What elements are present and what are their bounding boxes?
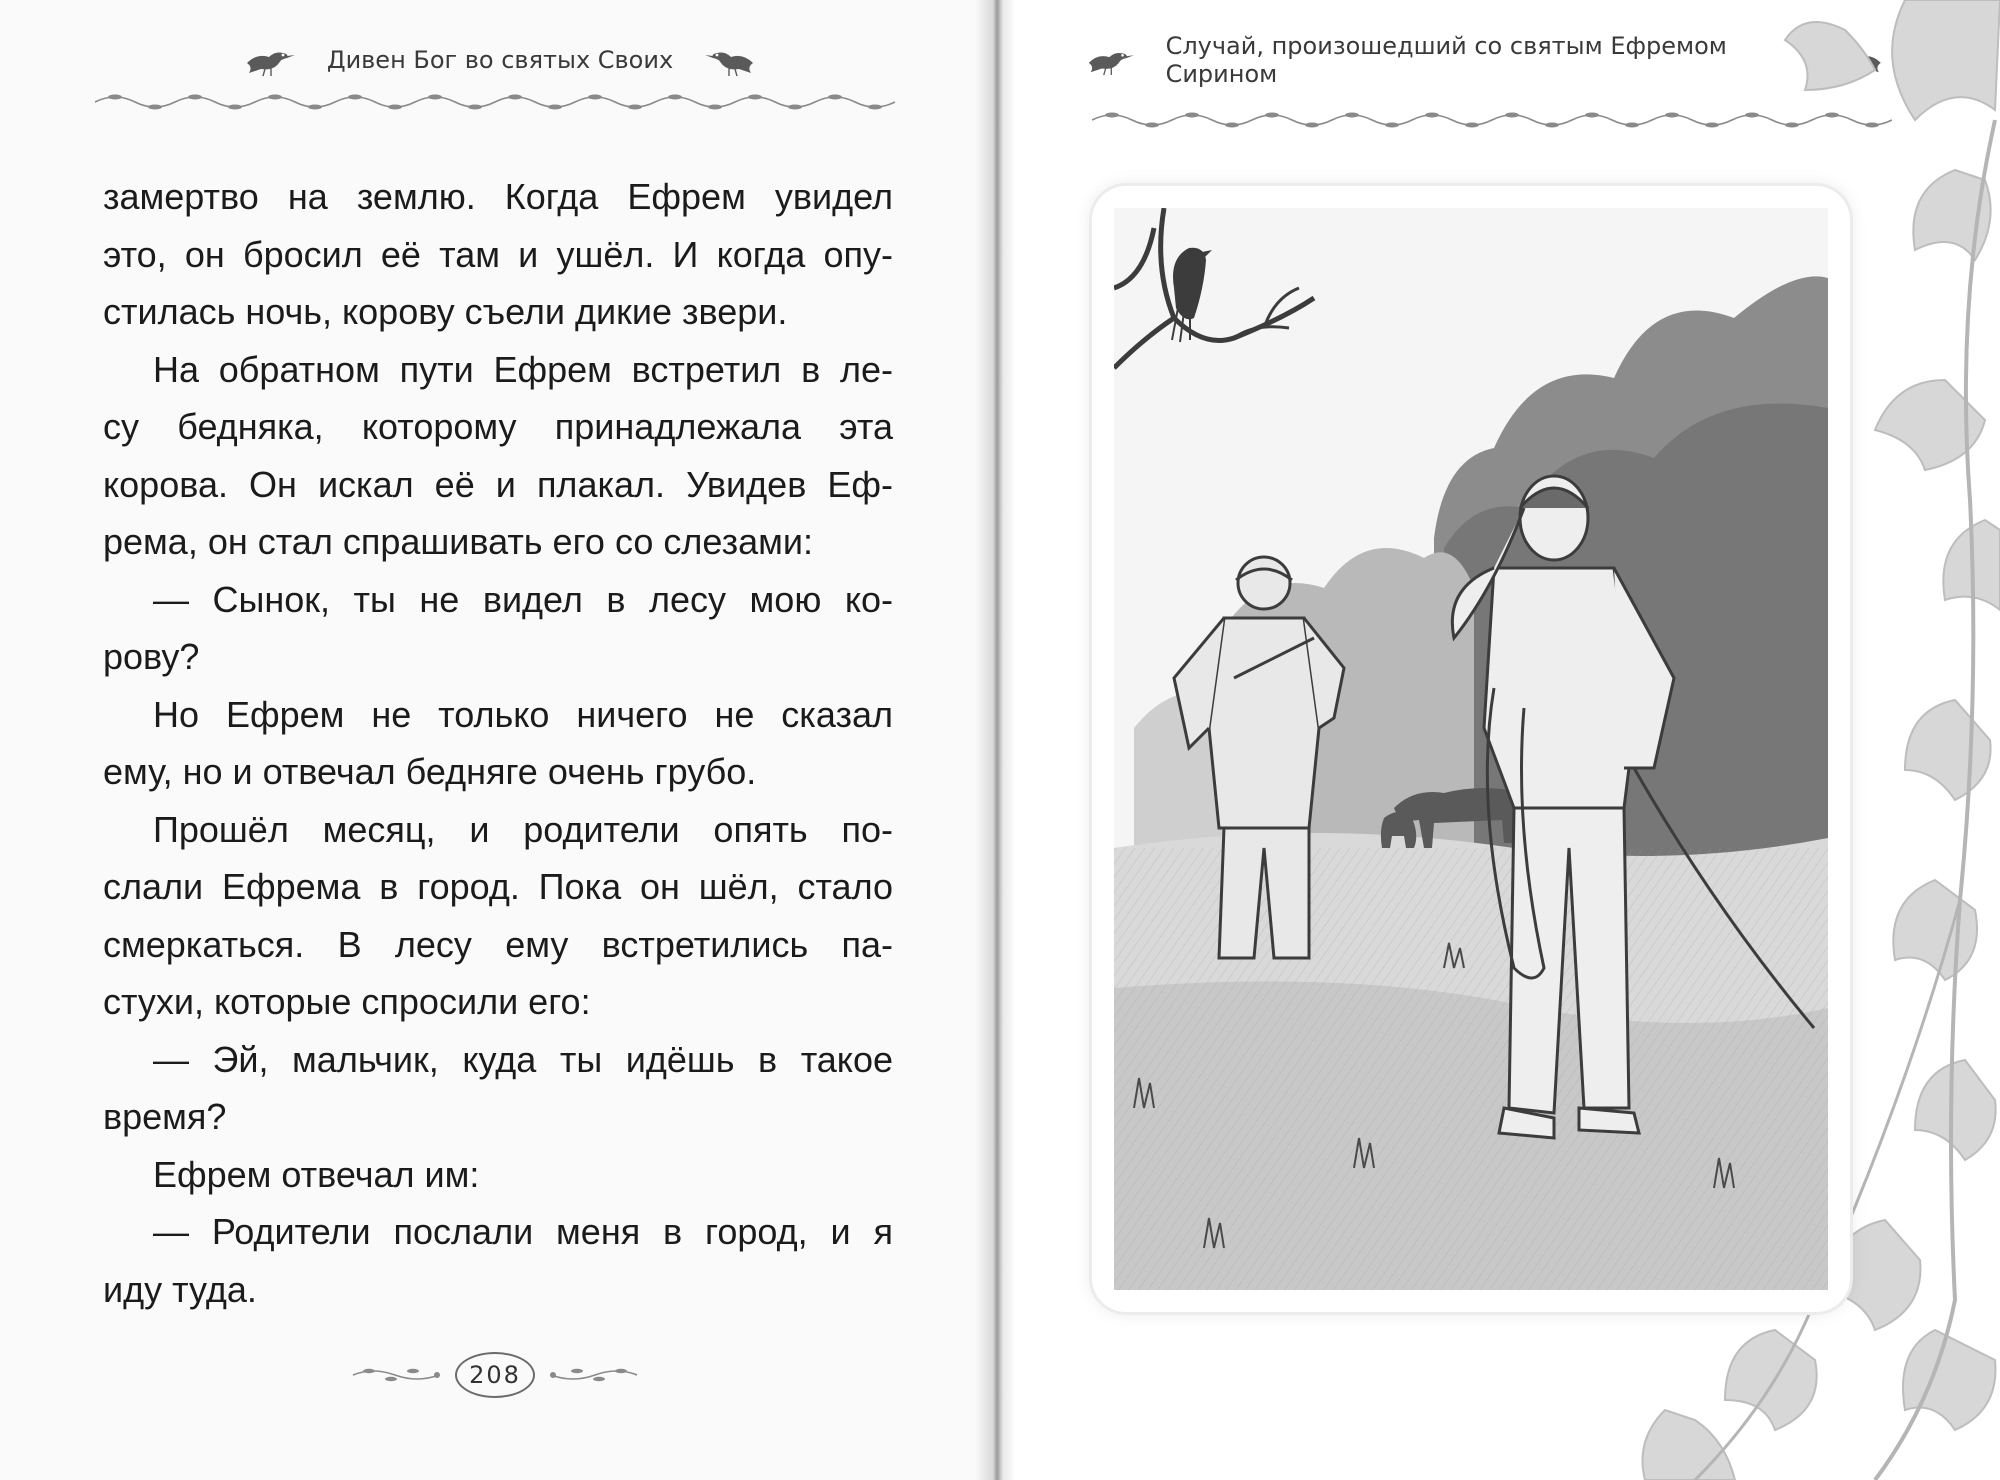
- body-text-line: Но Ефрем не только ничего не сказал: [153, 693, 893, 735]
- story-illustration: [1092, 186, 1850, 1312]
- vine-ornament: [95, 90, 905, 114]
- body-text-line: стухи, которые спросили его:: [103, 981, 591, 1022]
- body-text-line: замертво на землю. Когда Ефрем увидел: [103, 176, 893, 217]
- body-text-line: — Родители послали меня в город, и я: [153, 1211, 893, 1252]
- body-text-line: это, он бросил её там и ушёл. И когда опу-: [103, 233, 893, 275]
- body-text: [103, 168, 893, 1318]
- body-text-line: рема, он стал спрашивать его со слезами:: [103, 521, 813, 562]
- page-number-ornament: [330, 1350, 660, 1400]
- body-text-line: Ефрем отвечал им:: [153, 1153, 480, 1195]
- body-text-line: иду туда.: [103, 1268, 257, 1310]
- left-running-head: [240, 40, 760, 80]
- body-text-line: корова. Он искал её и плакал. Увидев Еф-: [103, 463, 893, 505]
- vine-ornament: [351, 1365, 441, 1385]
- bird-icon: [701, 43, 757, 77]
- book-gutter: [975, 0, 1015, 1480]
- illustration-drawing: [1114, 208, 1828, 1290]
- body-text-line: слали Ефрема в город. Пока он шёл, стало: [103, 866, 893, 907]
- vine-ornament: [549, 1365, 639, 1385]
- body-text-line: — Сынок, ты не видел в лесу мою ко-: [153, 578, 893, 620]
- body-text-line: — Эй, мальчик, куда ты идёшь в такое: [153, 1038, 893, 1080]
- page-number: 208: [455, 1352, 535, 1398]
- body-text-line: смеркаться. В лесу ему встретились па-: [103, 923, 893, 965]
- left-running-head-text: Дивен Бог во святых Своих: [326, 46, 674, 74]
- body-text-line: рову?: [103, 636, 200, 677]
- bird-icon: [243, 43, 299, 77]
- body-text-line: Прошёл месяц, и родители опять по-: [153, 808, 893, 850]
- right-running-head-text: Случай, произошедший со святым Ефремом Сирином: [1165, 32, 1727, 88]
- body-text-line: время?: [103, 1096, 227, 1137]
- body-text-line: стилась ночь, корову съели дикие звери.: [103, 291, 788, 332]
- body-text-line: На обратном пути Ефрем встретил в ле-: [153, 348, 893, 390]
- body-text-line: ему, но и отвечал бедняге очень грубо.: [103, 751, 757, 792]
- body-text-line: су бедняка, которому принадлежала эта: [103, 406, 893, 447]
- bird-icon: [1085, 43, 1138, 77]
